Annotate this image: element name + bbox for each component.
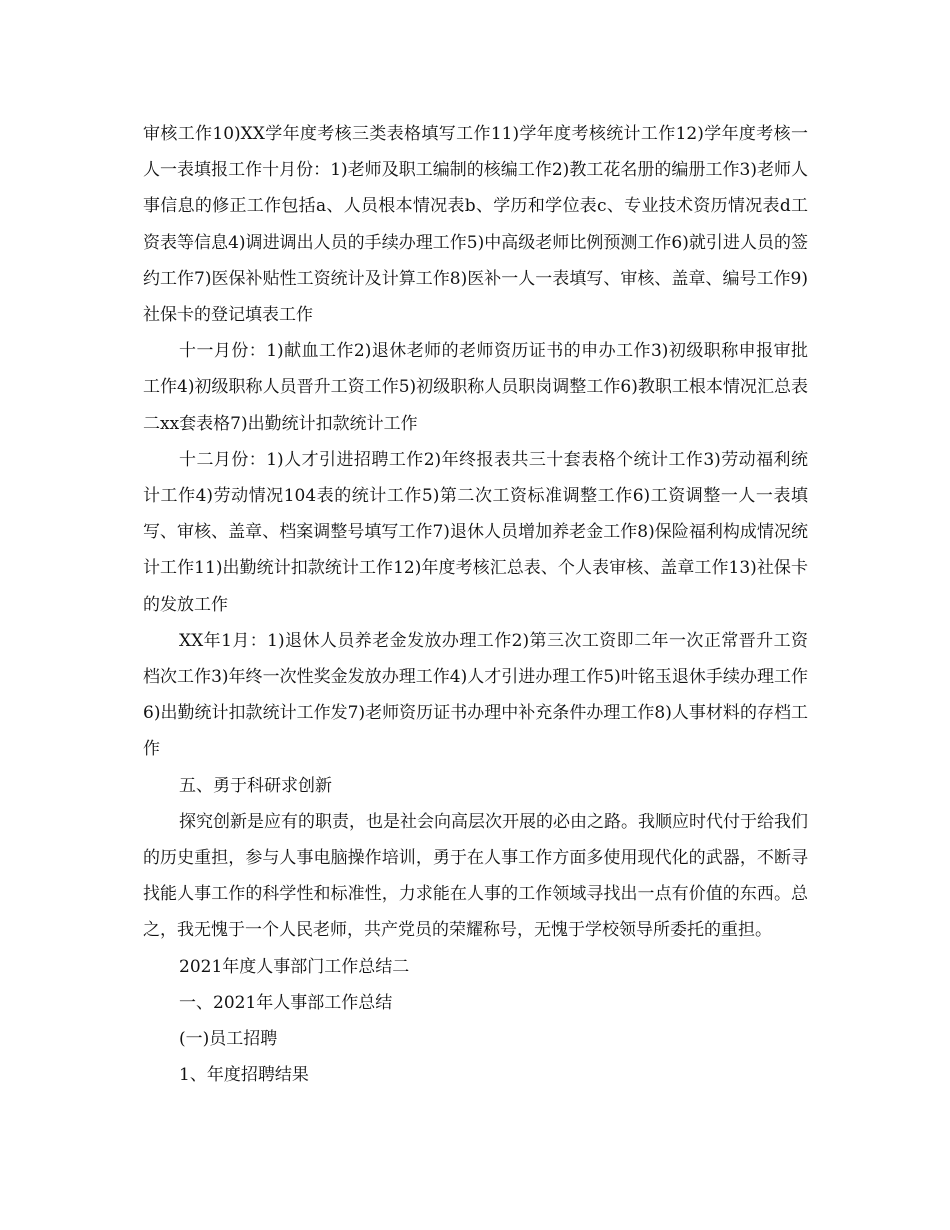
document-title-summary-two: 2021年度人事部门工作总结二 [179, 956, 410, 977]
paragraph-january: XX年1月：1)退休人员养老金发放办理工作2)第三次工资即二年一次正常晋升工资档次工作3)年终一次性奖金发放办理工作4)人才引进办理工作5)叶铭玉退休手续办理工作6)出勤统计扣款统计工作发7)老师资历证书办理中补充条件办理工作8)人事材料的存档工作 [143, 630, 808, 760]
subsection-heading-recruitment: (一)员工招聘 [179, 1029, 278, 1050]
document-body [143, 116, 808, 1093]
section-heading-hr-summary: 一、2021年人事部工作总结 [179, 992, 393, 1013]
paragraph-december: 十二月份：1)人才引进招聘工作2)年终报表共三十套表格个统计工作3)劳动福利统计工作4)劳动情况104表的统计工作5)第二次工资标准调整工作6)工资调整一人一表填写、审核、盖章、档案调整号填写工作7)退休人员增加养老金工作8)保险福利构成情况统计工作11)出勤统计扣款统计工作12)年度考核汇总表、个人表审核、盖章工作13)社保卡的发放工作 [143, 449, 808, 615]
paragraph-continuation-october: 审核工作10)XX学年度考核三类表格填写工作11)学年度考核统计工作12)学年度考核一人一表填报工作十月份：1)老师及职工编制的核编工作2)教工花名册的编册工作3)老师人事信息的修正工作包括a、人员根本情况表b、学历和学位表c、专业技术资历情况表d工资表等信息4)调进调出人员的手续办理工作5)中高级老师比例预测工作6)就引进人员的签约工作7)医保补贴性工资统计及计算工作8)医补一人一表填写、审核、盖章、编号工作9)社保卡的登记填表工作 [143, 124, 808, 326]
paragraph-november: 十一月份：1)献血工作2)退休老师的老师资历证书的申办工作3)初级职称申报审批工作4)初级职称人员晋升工资工作5)初级职称人员职岗调整工作6)教职工根本情况汇总表二xx套表格7)出勤统计扣款统计工作 [143, 341, 808, 434]
paragraph-innovation: 探究创新是应有的职责，也是社会向高层次开展的必由之路。我顺应时代付于给我们的历史重担，参与人事电脑操作培训，勇于在人事工作方面多使用现代化的武器，不断寻找能人事工作的科学性和标准性，力求能在人事的工作领域寻找出一点有价值的东西。总之，我无愧于一个人民老师，共产党员的荣耀称号，无愧于学校领导所委托的重担。 [143, 811, 808, 941]
item-heading-recruitment-results: 1、年度招聘结果 [179, 1065, 309, 1086]
section-heading-innovation: 五、勇于科研求创新 [179, 775, 332, 796]
